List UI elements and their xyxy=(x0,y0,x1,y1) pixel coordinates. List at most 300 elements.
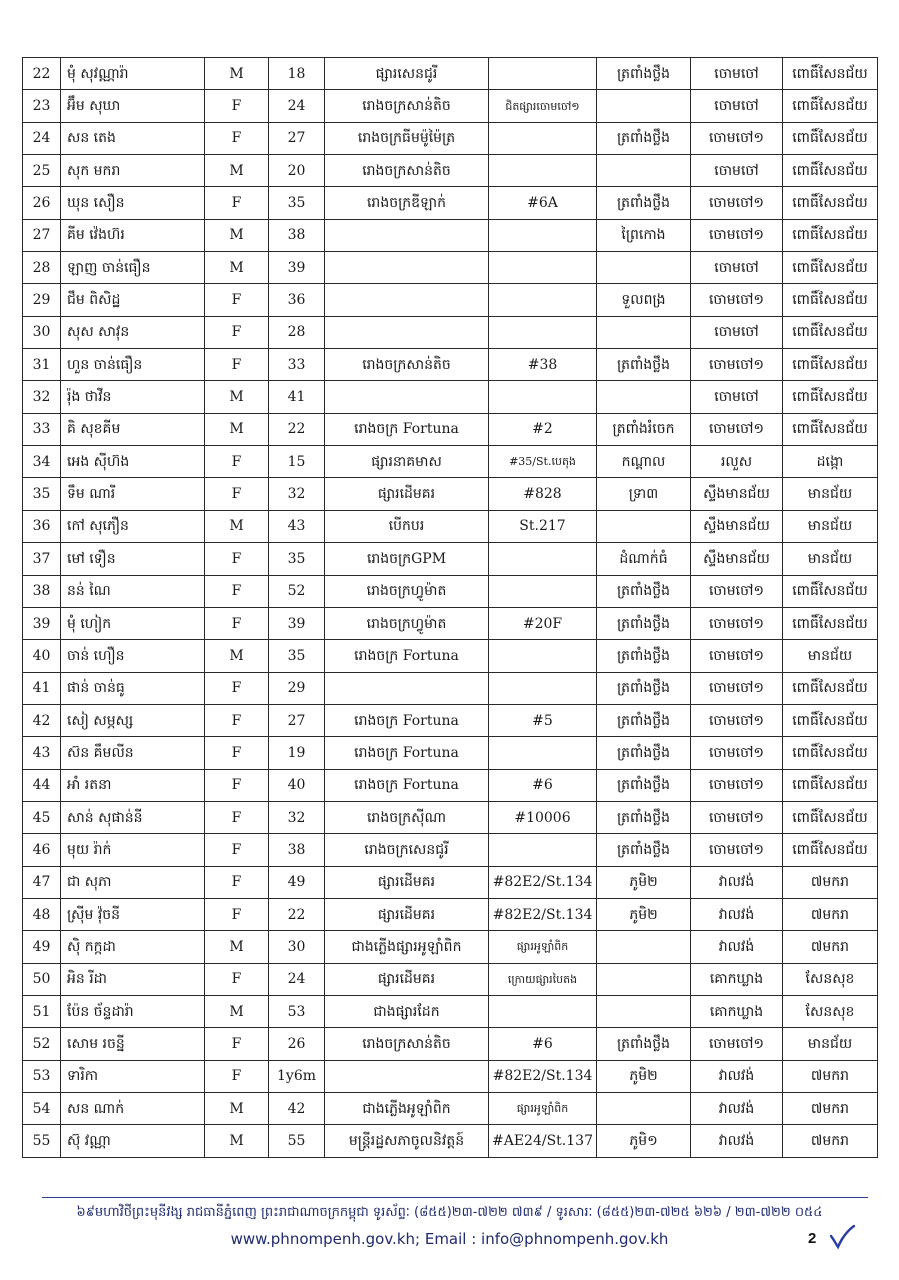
table-row xyxy=(23,252,878,284)
cell-sex: M xyxy=(205,1125,269,1157)
cell-village: ត្រពាំងថ្លឹង xyxy=(597,737,691,769)
cell-village: ភូមិ២ xyxy=(597,898,691,930)
cell-no: 25 xyxy=(23,155,61,187)
cell-district: ពោធិ៍សែនជ័យ xyxy=(783,672,878,704)
cell-sex: F xyxy=(205,737,269,769)
cell-village xyxy=(597,316,691,348)
cell-no: 32 xyxy=(23,381,61,413)
table-body xyxy=(23,58,878,1158)
cell-village: ត្រពាំងថ្លឹង xyxy=(597,672,691,704)
cell-house xyxy=(489,284,597,316)
cell-age: 1y6m xyxy=(269,1060,325,1092)
cell-district: សែនសុខ xyxy=(783,995,878,1027)
cell-house: ក្រោយផ្សារបៃតង xyxy=(489,963,597,995)
cell-name: ឡាញ ចាន់ធឿន xyxy=(61,252,205,284)
cell-age: 28 xyxy=(269,316,325,348)
cell-no: 35 xyxy=(23,478,61,510)
cell-age: 19 xyxy=(269,737,325,769)
cell-house xyxy=(489,381,597,413)
cell-sex: M xyxy=(205,381,269,413)
table-row xyxy=(23,995,878,1027)
cell-work: ជាងភ្លើងអូឡាំពិក xyxy=(325,1093,489,1125)
cell-village xyxy=(597,90,691,122)
cell-no: 44 xyxy=(23,769,61,801)
cell-village xyxy=(597,963,691,995)
cell-age: 32 xyxy=(269,801,325,833)
cell-no: 43 xyxy=(23,737,61,769)
cell-name: សុក មករា xyxy=(61,155,205,187)
cell-work xyxy=(325,219,489,251)
cell-commune: ស្ទឹងមានជ័យ xyxy=(691,510,783,542)
cell-district: ៧មករា xyxy=(783,931,878,963)
cell-commune: ចោមចៅ១ xyxy=(691,187,783,219)
cell-district: ពោធិ៍សែនជ័យ xyxy=(783,834,878,866)
cell-sex: F xyxy=(205,284,269,316)
cell-work: រោងចក្រ Fortuna xyxy=(325,737,489,769)
cell-commune: ចោមចៅ xyxy=(691,381,783,413)
cell-name: សន ណាក់ xyxy=(61,1093,205,1125)
cell-name: ជឹម ពិសិដ្ឋ xyxy=(61,284,205,316)
cell-no: 34 xyxy=(23,446,61,478)
cell-age: 33 xyxy=(269,349,325,381)
cell-village: ព្រៃកោង xyxy=(597,219,691,251)
cell-sex: F xyxy=(205,349,269,381)
cell-work: រោងចក្រស៊ីណា xyxy=(325,801,489,833)
cell-commune: វាលវង់ xyxy=(691,1093,783,1125)
cell-house xyxy=(489,155,597,187)
cell-age: 35 xyxy=(269,543,325,575)
cell-commune: ចោមចៅ xyxy=(691,58,783,90)
cell-age: 39 xyxy=(269,252,325,284)
cell-name: កៅ សុភឿន xyxy=(61,510,205,542)
cell-age: 26 xyxy=(269,1028,325,1060)
table-row xyxy=(23,1125,878,1157)
table-row xyxy=(23,58,878,90)
table-row xyxy=(23,672,878,704)
cell-house xyxy=(489,575,597,607)
cell-work: រោងចក្រGPM xyxy=(325,543,489,575)
cell-sex: F xyxy=(205,963,269,995)
cell-village: ត្រពាំងថ្លឹង xyxy=(597,801,691,833)
cell-name: មុំ ហៀក xyxy=(61,607,205,639)
cell-work: ជាងភ្លើងផ្សារអូឡាំពិក xyxy=(325,931,489,963)
cell-sex: M xyxy=(205,931,269,963)
cell-name: មុំ សុវណ្ណារ៉ា xyxy=(61,58,205,90)
cell-commune: ចោមចៅ១ xyxy=(691,1028,783,1060)
table-row xyxy=(23,510,878,542)
table-row xyxy=(23,349,878,381)
cell-village: ភូមិ២ xyxy=(597,866,691,898)
cell-district: ៧មករា xyxy=(783,1060,878,1092)
table-row xyxy=(23,1093,878,1125)
cell-work xyxy=(325,284,489,316)
cell-commune: ចោមចៅ xyxy=(691,90,783,122)
cell-commune: ចោមចៅ១ xyxy=(691,284,783,316)
cell-work: រោងចក្រ Fortuna xyxy=(325,413,489,445)
footer-address: ៦៩មហាវិថីព្រះមុនីវង្ស រាជធានីភ្នំពេញ ព្រះរាជាណាចក្រកម្ពុជា ទូរស័ព្ទៈ (៨៥៥)២៣-៧២២ ៧៣៩ / ទូរសារៈ (៨៥៥)២៣-៧២៥ ៦២៦ / ២៣-៧២២ ០៥៤ xyxy=(76,1205,823,1220)
cell-district: ពោធិ៍សែនជ័យ xyxy=(783,155,878,187)
cell-name: សន តេង xyxy=(61,122,205,154)
table-row xyxy=(23,1060,878,1092)
cell-commune: ចោមចៅ១ xyxy=(691,607,783,639)
cell-district: ពោធិ៍សែនជ័យ xyxy=(783,737,878,769)
cell-age: 42 xyxy=(269,1093,325,1125)
cell-commune: ចោមចៅ១ xyxy=(691,834,783,866)
cell-sex: F xyxy=(205,898,269,930)
cell-age: 41 xyxy=(269,381,325,413)
cell-work: រោងចក្រសេនជូរី xyxy=(325,834,489,866)
cell-commune: ចោមចៅ១ xyxy=(691,219,783,251)
cell-no: 29 xyxy=(23,284,61,316)
cell-village: ត្រពាំងថ្លឹង xyxy=(597,704,691,736)
table-row xyxy=(23,478,878,510)
cell-district: ៧មករា xyxy=(783,1093,878,1125)
cell-village: ត្រពាំងថ្លឹង xyxy=(597,834,691,866)
patient-list-table xyxy=(22,57,878,1158)
cell-village: ត្រពាំងថ្លឹង xyxy=(597,575,691,607)
cell-work xyxy=(325,252,489,284)
cell-commune: ចោមចៅ xyxy=(691,252,783,284)
cell-commune: ចោមចៅ១ xyxy=(691,769,783,801)
cell-age: 27 xyxy=(269,122,325,154)
cell-no: 23 xyxy=(23,90,61,122)
cell-village: ត្រពាំងថ្លឹង xyxy=(597,122,691,154)
cell-district: មានជ័យ xyxy=(783,640,878,672)
cell-village: ត្រពាំងថ្លឹង xyxy=(597,58,691,90)
cell-age: 30 xyxy=(269,931,325,963)
cell-age: 43 xyxy=(269,510,325,542)
cell-house xyxy=(489,219,597,251)
cell-no: 39 xyxy=(23,607,61,639)
table-row xyxy=(23,316,878,348)
cell-work: ជាងផ្សារដែក xyxy=(325,995,489,1027)
cell-village: ត្រពាំងថ្លឹង xyxy=(597,1028,691,1060)
table-row xyxy=(23,963,878,995)
cell-name: ស្រ៊ីម វ៉ុចនី xyxy=(61,898,205,930)
cell-district: សែនសុខ xyxy=(783,963,878,995)
table-row xyxy=(23,90,878,122)
cell-name: សោម រចន្នី xyxy=(61,1028,205,1060)
cell-age: 24 xyxy=(269,963,325,995)
cell-village: ត្រពាំងថ្លឹង xyxy=(597,640,691,672)
cell-house: #828 xyxy=(489,478,597,510)
cell-work: ផ្សារនាគមាស xyxy=(325,446,489,478)
table-row xyxy=(23,704,878,736)
cell-district: ពោធិ៍សែនជ័យ xyxy=(783,187,878,219)
table-row xyxy=(23,381,878,413)
table-row xyxy=(23,737,878,769)
cell-house xyxy=(489,58,597,90)
cell-name: ចាន់ ហឿន xyxy=(61,640,205,672)
cell-no: 47 xyxy=(23,866,61,898)
cell-village: ត្រពាំងរំចេក xyxy=(597,413,691,445)
cell-work: រោងចក្រសាន់តិច xyxy=(325,349,489,381)
cell-house: ផ្សារអូឡាំពិក xyxy=(489,1093,597,1125)
cell-age: 22 xyxy=(269,413,325,445)
cell-work xyxy=(325,672,489,704)
cell-name: មុយ រ៉ាក់ xyxy=(61,834,205,866)
cell-sex: F xyxy=(205,866,269,898)
table-row xyxy=(23,866,878,898)
cell-work: រោងចក្រឌីឡាក់ xyxy=(325,187,489,219)
cell-name: មៅ ទឿន xyxy=(61,543,205,575)
cell-sex: F xyxy=(205,316,269,348)
cell-commune: ចោមចៅ១ xyxy=(691,672,783,704)
table-row xyxy=(23,1028,878,1060)
page-number: 2 xyxy=(808,1230,817,1247)
cell-commune: ចោមចៅ១ xyxy=(691,575,783,607)
cell-house: ផ្សារអូឡាំពិក xyxy=(489,931,597,963)
cell-sex: F xyxy=(205,801,269,833)
cell-no: 51 xyxy=(23,995,61,1027)
cell-name: ហួន ចាន់ធឿន xyxy=(61,349,205,381)
cell-age: 53 xyxy=(269,995,325,1027)
cell-sex: F xyxy=(205,187,269,219)
cell-no: 49 xyxy=(23,931,61,963)
table-row xyxy=(23,575,878,607)
cell-work xyxy=(325,1060,489,1092)
cell-no: 40 xyxy=(23,640,61,672)
cell-work: រោងចក្រសាន់តិច xyxy=(325,90,489,122)
cell-work: មន្ត្រីរដ្ឋសភាចូលនិវត្តន៍ xyxy=(325,1125,489,1157)
cell-district: ពោធិ៍សែនជ័យ xyxy=(783,58,878,90)
cell-house xyxy=(489,737,597,769)
cell-no: 36 xyxy=(23,510,61,542)
cell-commune: ស្ទឹងមានជ័យ xyxy=(691,543,783,575)
cell-house: #35/St.បេតុង xyxy=(489,446,597,478)
cell-house xyxy=(489,834,597,866)
cell-sex: M xyxy=(205,155,269,187)
cell-commune: ចោមចៅ១ xyxy=(691,801,783,833)
cell-sex: F xyxy=(205,607,269,639)
cell-no: 38 xyxy=(23,575,61,607)
cell-district: មានជ័យ xyxy=(783,543,878,575)
cell-age: 55 xyxy=(269,1125,325,1157)
cell-age: 36 xyxy=(269,284,325,316)
cell-commune: ចោមចៅ xyxy=(691,155,783,187)
cell-district: ពោធិ៍សែនជ័យ xyxy=(783,284,878,316)
table-row xyxy=(23,446,878,478)
cell-sex: M xyxy=(205,413,269,445)
cell-district: ពោធិ៍សែនជ័យ xyxy=(783,704,878,736)
cell-commune: គោកឃ្លាង xyxy=(691,963,783,995)
cell-age: 27 xyxy=(269,704,325,736)
cell-village xyxy=(597,155,691,187)
cell-district: មានជ័យ xyxy=(783,1028,878,1060)
cell-commune: វាលវង់ xyxy=(691,1060,783,1092)
cell-work: រោងចក្រហ្វូម៉ាត xyxy=(325,607,489,639)
cell-village: ទ្រា៣ xyxy=(597,478,691,510)
cell-name: សាន់ សុផាន់នី xyxy=(61,801,205,833)
cell-commune: វាលវង់ xyxy=(691,1125,783,1157)
cell-village: ត្រពាំងថ្លឹង xyxy=(597,769,691,801)
cell-house: ជិតផ្សារចោមចៅ១ xyxy=(489,90,597,122)
cell-village: ត្រពាំងថ្លឹង xyxy=(597,607,691,639)
cell-no: 27 xyxy=(23,219,61,251)
cell-village xyxy=(597,1093,691,1125)
cell-house xyxy=(489,995,597,1027)
cell-no: 52 xyxy=(23,1028,61,1060)
cell-name: ទឹម ណារី xyxy=(61,478,205,510)
table-row xyxy=(23,219,878,251)
cell-sex: M xyxy=(205,640,269,672)
footer-rule xyxy=(42,1197,868,1198)
table-row xyxy=(23,834,878,866)
cell-district: មានជ័យ xyxy=(783,510,878,542)
cell-sex: M xyxy=(205,1093,269,1125)
cell-house xyxy=(489,316,597,348)
cell-sex: M xyxy=(205,995,269,1027)
cell-commune: វាលវង់ xyxy=(691,898,783,930)
cell-house: #38 xyxy=(489,349,597,381)
cell-no: 42 xyxy=(23,704,61,736)
table-row xyxy=(23,122,878,154)
table-row xyxy=(23,187,878,219)
cell-sex: F xyxy=(205,446,269,478)
cell-work: ផ្សារដើមគរ xyxy=(325,898,489,930)
cell-house: #6A xyxy=(489,187,597,219)
table-row xyxy=(23,769,878,801)
cell-work: រោងចក្រ Fortuna xyxy=(325,769,489,801)
table-row xyxy=(23,155,878,187)
table-row xyxy=(23,284,878,316)
cell-sex: M xyxy=(205,252,269,284)
cell-district: ពោធិ៍សែនជ័យ xyxy=(783,90,878,122)
table-row xyxy=(23,543,878,575)
cell-village xyxy=(597,510,691,542)
cell-no: 31 xyxy=(23,349,61,381)
cell-name: ស៊ន គឹមលីន xyxy=(61,737,205,769)
cell-village: ភូមិ២ xyxy=(597,1060,691,1092)
cell-house: #6 xyxy=(489,769,597,801)
cell-village: ត្រពាំងថ្លឹង xyxy=(597,349,691,381)
cell-sex: F xyxy=(205,704,269,736)
cell-no: 53 xyxy=(23,1060,61,1092)
cell-age: 35 xyxy=(269,187,325,219)
cell-no: 41 xyxy=(23,672,61,704)
cell-work: រោងចក្រហ្វូម៉ាត xyxy=(325,575,489,607)
cell-commune: ចោមចៅ១ xyxy=(691,349,783,381)
cell-no: 48 xyxy=(23,898,61,930)
cell-age: 18 xyxy=(269,58,325,90)
cell-no: 37 xyxy=(23,543,61,575)
cell-sex: M xyxy=(205,510,269,542)
cell-sex: M xyxy=(205,58,269,90)
cell-district: ពោធិ៍សែនជ័យ xyxy=(783,801,878,833)
cell-name: គិ សុខគីម xyxy=(61,413,205,445)
cell-age: 24 xyxy=(269,90,325,122)
cell-village xyxy=(597,995,691,1027)
cell-sex: F xyxy=(205,122,269,154)
cell-age: 22 xyxy=(269,898,325,930)
cell-name: ស៊ុ វណ្ណា xyxy=(61,1125,205,1157)
cell-village: ត្រពាំងថ្លឹង xyxy=(597,187,691,219)
cell-no: 45 xyxy=(23,801,61,833)
cell-house: #2 xyxy=(489,413,597,445)
cell-age: 52 xyxy=(269,575,325,607)
cell-village: កណ្ដាល xyxy=(597,446,691,478)
cell-house: #82E2/St.134 xyxy=(489,898,597,930)
cell-district: ពោធិ៍សែនជ័យ xyxy=(783,219,878,251)
cell-work: រោងចក្រសាន់តិច xyxy=(325,1028,489,1060)
cell-age: 35 xyxy=(269,640,325,672)
cell-commune: គោកឃ្លាង xyxy=(691,995,783,1027)
cell-house xyxy=(489,672,597,704)
cell-age: 49 xyxy=(269,866,325,898)
footer-contact: www.phnompenh.gov.kh; Email : info@phnompenh.gov.kh xyxy=(230,1230,669,1248)
cell-house xyxy=(489,543,597,575)
table-row xyxy=(23,801,878,833)
cell-commune: ចោមចៅ១ xyxy=(691,737,783,769)
table-row xyxy=(23,413,878,445)
cell-sex: F xyxy=(205,672,269,704)
cell-no: 46 xyxy=(23,834,61,866)
cell-house: #20F xyxy=(489,607,597,639)
cell-village: ភូមិ១ xyxy=(597,1125,691,1157)
cell-sex: F xyxy=(205,478,269,510)
cell-name: រ៉ុង ថាវីន xyxy=(61,381,205,413)
cell-district: ពោធិ៍សែនជ័យ xyxy=(783,122,878,154)
cell-district: ដង្កោ xyxy=(783,446,878,478)
cell-work: ផ្សារដើមគរ xyxy=(325,963,489,995)
cell-name: ទារិកា xyxy=(61,1060,205,1092)
cell-house xyxy=(489,252,597,284)
cell-district: ពោធិ៍សែនជ័យ xyxy=(783,413,878,445)
cell-commune: វាលវង់ xyxy=(691,931,783,963)
cell-house: #82E2/St.134 xyxy=(489,866,597,898)
cell-village xyxy=(597,381,691,413)
cell-district: ពោធិ៍សែនជ័យ xyxy=(783,316,878,348)
cell-age: 29 xyxy=(269,672,325,704)
cell-age: 15 xyxy=(269,446,325,478)
cell-sex: F xyxy=(205,575,269,607)
cell-no: 24 xyxy=(23,122,61,154)
cell-village xyxy=(597,931,691,963)
cell-house: St.217 xyxy=(489,510,597,542)
cell-age: 39 xyxy=(269,607,325,639)
cell-no: 55 xyxy=(23,1125,61,1157)
cell-house xyxy=(489,122,597,154)
cell-work: បើកបរ xyxy=(325,510,489,542)
cell-age: 32 xyxy=(269,478,325,510)
cell-name: ស៊ិ កក្កដា xyxy=(61,931,205,963)
cell-sex: F xyxy=(205,90,269,122)
cell-commune: ចោមចៅ១ xyxy=(691,122,783,154)
cell-work: រោងចក្រសាន់តិច xyxy=(325,155,489,187)
cell-age: 38 xyxy=(269,219,325,251)
cell-age: 40 xyxy=(269,769,325,801)
cell-village: ទួលពង្រ xyxy=(597,284,691,316)
cell-name: អិន រីដា xyxy=(61,963,205,995)
cell-name: ជា សុភា xyxy=(61,866,205,898)
cell-work: ផ្សារដើមគរ xyxy=(325,478,489,510)
cell-commune: វាលវង់ xyxy=(691,866,783,898)
cell-no: 30 xyxy=(23,316,61,348)
cell-district: ពោធិ៍សែនជ័យ xyxy=(783,349,878,381)
cell-house: #10006 xyxy=(489,801,597,833)
cell-no: 50 xyxy=(23,963,61,995)
cell-name: អ៊ឹម សុឃា xyxy=(61,90,205,122)
cell-village: ដំណាក់ធំ xyxy=(597,543,691,575)
cell-house: #6 xyxy=(489,1028,597,1060)
cell-district: ៧មករា xyxy=(783,866,878,898)
cell-no: 22 xyxy=(23,58,61,90)
cell-house: #82E2/St.134 xyxy=(489,1060,597,1092)
cell-name: ប៉ែន ច័ន្ទដារ៉ា xyxy=(61,995,205,1027)
cell-commune: ចោមចៅ xyxy=(691,316,783,348)
cell-village xyxy=(597,252,691,284)
cell-district: មានជ័យ xyxy=(783,478,878,510)
